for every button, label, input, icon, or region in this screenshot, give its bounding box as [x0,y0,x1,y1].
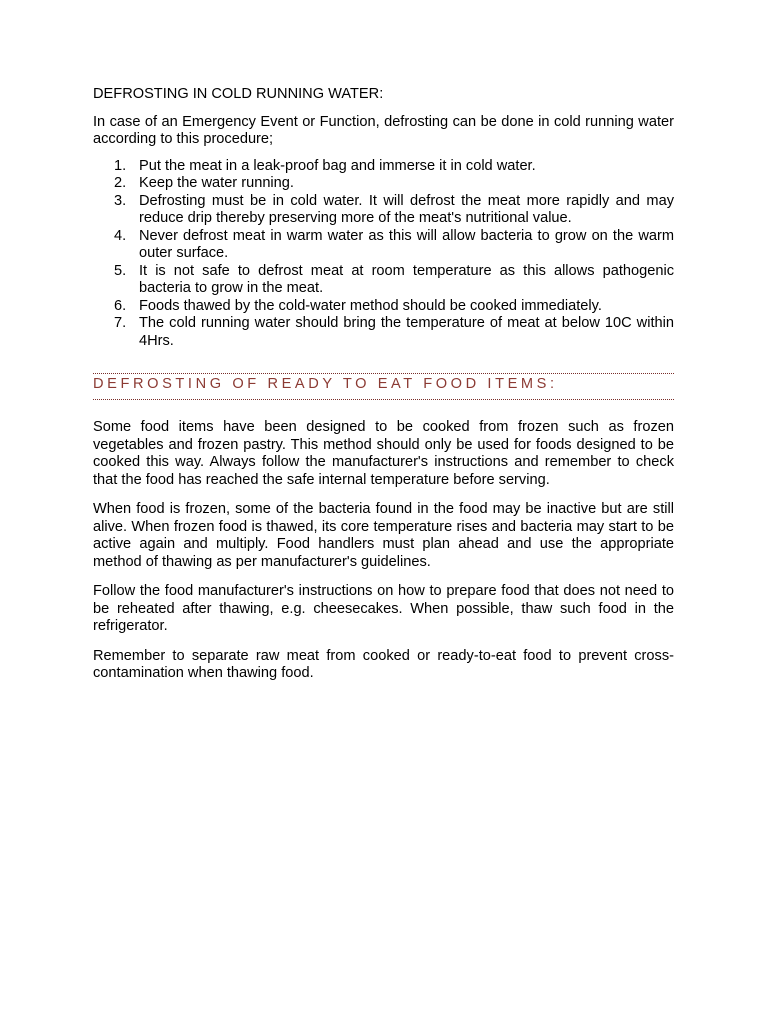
list-item-text: Defrosting must be in cold water. It will defrost the meat more rapidly and may reduce drip thereby preserving more of the meat's nutritional value. [139,192,674,226]
list-item-number: 7. [114,315,127,331]
list-item-text: Never defrost meat in warm water as this will allow bacteria to grow on the warm outer surface. [139,227,674,261]
list-item [93,228,674,263]
list-item-number: 1. [114,157,127,174]
list-item-number: 2. [114,175,127,191]
list-item [93,315,674,350]
body-paragraph: When food is frozen, some of the bacteria found in the food may be inactive but are still alive. When frozen food is thawed, its core temperature rises and bacteria may start to be active again and multiply. Food handlers must plan ahead and use the appropriate method of thawing as per manufacturer's guidelines. [93,501,674,570]
ready-to-eat-body [93,419,674,683]
body-paragraph: Follow the food manufacturer's instructions on how to prepare food that does not need to be reheated after thawing, e.g. cheesecakes. When possible, thaw such food in the refrigerator. [93,583,674,634]
document-page [93,86,674,695]
section-heading-cold-water: DEFROSTING IN COLD RUNNING WATER: [93,86,384,102]
list-item-text: It is not safe to defrost meat at room temperature as this allows pathogenic bacteria to grow in the meat. [139,262,674,296]
list-item-number: 6. [114,297,127,314]
list-item [93,298,674,316]
section-heading-band [93,373,674,400]
list-item-text: The cold running water should bring the temperature of meat at below 10C within 4Hrs. [139,315,674,349]
list-item [93,175,674,193]
list-item [93,263,674,298]
list-item-text: Foods thawed by the cold-water method should be cooked immediately. [139,297,602,314]
list-item-number: 5. [114,262,127,279]
body-paragraph: Remember to separate raw meat from cooked or ready-to-eat food to prevent cross-contamination when thawing food. [93,647,674,681]
list-item [93,158,674,176]
intro-paragraph: In case of an Emergency Event or Function, defrosting can be done in cold running water according to this procedure; [93,113,674,147]
list-item-text: Keep the water running. [139,175,294,191]
list-item-number: 4. [114,227,127,244]
list-item-number: 3. [114,192,127,209]
list-item [93,193,674,228]
procedure-list [93,158,674,351]
body-paragraph: Some food items have been designed to be cooked from frozen such as frozen vegetables and frozen pastry. This method should only be used for foods designed to be cooked this way. Always follow the manufacturer's instructions and remember to check that the food has reached the safe internal temperature before serving. [93,419,674,488]
section-heading-ready-to-eat: DEFROSTING OF READY TO EAT FOOD ITEMS: [93,376,558,392]
list-item-text: Put the meat in a leak-proof bag and immerse it in cold water. [139,157,536,174]
